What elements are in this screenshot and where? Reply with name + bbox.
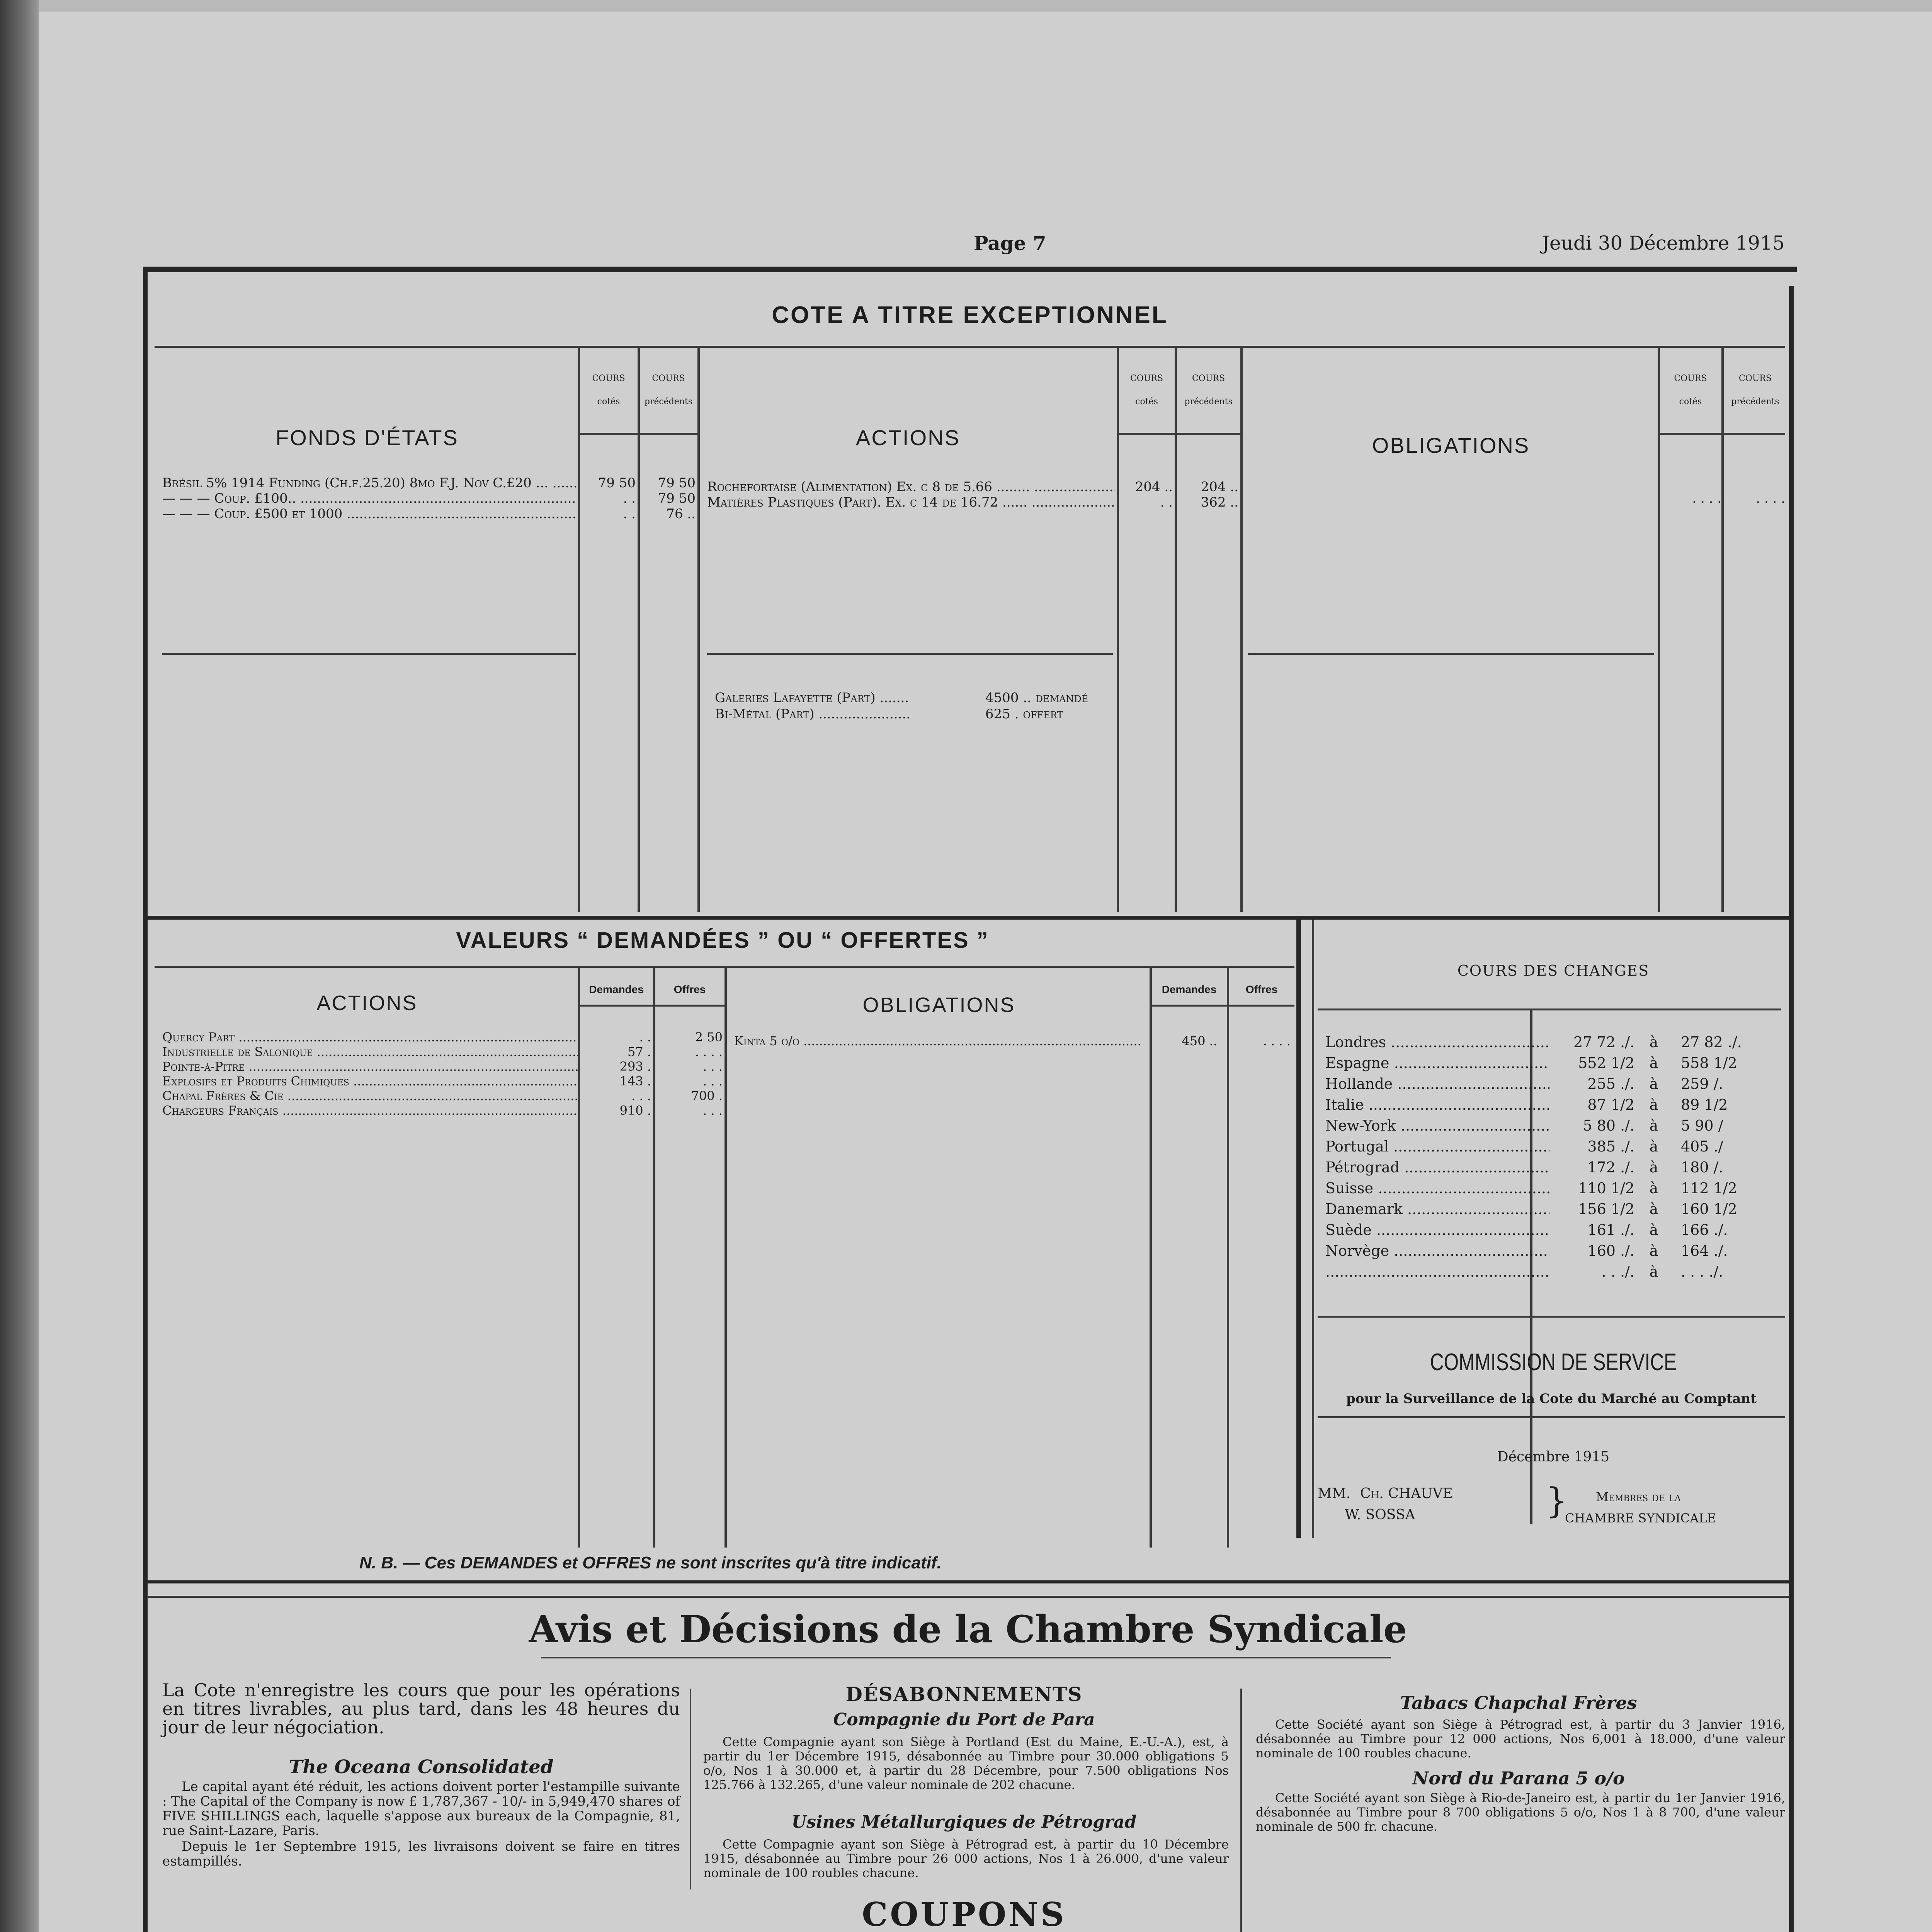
change-low: 87 1/2 [1587, 1096, 1634, 1113]
change-row [1325, 1032, 1781, 1053]
actions-heading: ACTIONS [856, 425, 960, 450]
fonds-etats-heading: FONDS D'ÉTATS [276, 425, 459, 450]
avis-title: Avis et Décisions de la Chambre Syndicale [529, 1607, 1407, 1651]
change-row [1325, 1053, 1781, 1073]
cote-extra-row [715, 706, 1117, 722]
left-frame-rule [143, 267, 148, 1932]
cote-obligations-list [1662, 491, 1785, 506]
fonds-cours-cotes-header: COURS cotés [592, 374, 625, 406]
fonds-etats-list [162, 475, 696, 522]
change-high: 27 82 ./. [1681, 1034, 1742, 1051]
fonds-row [162, 475, 696, 491]
valeurs-action-row-o: . . . [703, 1074, 723, 1088]
valeurs-action-row-label: Pointe-à-Pitre ..... [162, 1059, 578, 1074]
fonds-col-rule-2 [638, 348, 640, 912]
valeurs-action-row-o: 2 50 [695, 1030, 723, 1044]
valeurs-action-row-label: Explosifs et Produits Chimiques ..... [162, 1074, 578, 1088]
change-high: 160 1/2 [1681, 1201, 1737, 1218]
fonds-col-rule-3 [697, 348, 700, 912]
commission-rule [1318, 1416, 1785, 1418]
valeurs-oblig-row [734, 1034, 1291, 1048]
fonds-row-v1: . . [623, 491, 636, 506]
commission-role-1: Membres de la [1596, 1490, 1681, 1504]
change-a: à [1649, 1201, 1658, 1218]
change-a: à [1649, 1242, 1658, 1259]
changes-list [1325, 1032, 1781, 1282]
valeurs-oblig-row-label: Kinta 5 o/o ..... [734, 1034, 1140, 1048]
valeurs-action-row-o: . . . [703, 1059, 723, 1074]
tabacs-text: Cette Société ayant son Siège à Pétrograd est, à partir du 3 Janvier 1916, désabonnée au Timbre pour 12 000 actions, Nos 6,001 à 18.000, d'une valeur nominale de 100 roubles chacune. [1256, 1717, 1785, 1760]
cote-action-row [707, 479, 1238, 495]
cote-actions-list [707, 479, 1238, 510]
valeurs-actions-heading: ACTIONS [316, 992, 418, 1015]
oceana-text-2: Depuis le 1er Septembre 1915, les livraisons doivent se faire en titres estampillés. [162, 1839, 680, 1869]
change-low: 110 1/2 [1578, 1180, 1634, 1197]
book-spine [0, 0, 39, 1932]
cote-extra-value: 625 . offert [985, 706, 1063, 722]
change-row [1325, 1199, 1781, 1219]
obligations-heading: OBLIGATIONS [1372, 433, 1530, 457]
change-low: 156 1/2 [1578, 1201, 1634, 1218]
commission-subtitle: pour la Surveillance de la Cote du Marché au Comptant [1346, 1391, 1757, 1406]
change-place: Suisse ..... [1325, 1178, 1549, 1199]
fonds-row-v2: 79 50 [658, 491, 696, 506]
actions-col-rule-1 [1117, 348, 1119, 912]
cote-oblig-row [1662, 491, 1785, 506]
valeurs-action-row-d: 293 . [619, 1059, 651, 1074]
change-low: 172 ./. [1587, 1159, 1634, 1176]
cote-oblig-v2: . . . . [1756, 491, 1785, 506]
valeurs-action-row [162, 1074, 723, 1088]
fonds-row [162, 491, 696, 506]
changes-rule-left [1318, 1009, 1542, 1010]
changes-rule-right [1542, 1009, 1781, 1010]
valeurs-demandes-header: Demandes [589, 983, 644, 995]
change-place: Portugal ..... [1325, 1136, 1549, 1157]
valeurs-action-row-o: 700 . [691, 1088, 723, 1103]
actions-sub-rule [1117, 433, 1242, 435]
change-a: à [1649, 1034, 1658, 1051]
cote-action-row-label: Matières Plastiques (Part). Ex. c 14 de 16.72 ...... ..... [707, 495, 1115, 510]
valeurs-top-rule [147, 916, 1789, 920]
change-low: 161 ./. [1587, 1221, 1634, 1238]
oceana-text: Le capital ayant été réduit, les actions doivent porter l'estampille suivante : The Capital of the Company is now £ 1,787,367 - 10/- in 5,949,470 shares of FIVE SHILLINGS each, laquelle s'appose aux bureaux de la Compagnie, 81, rue Saint-Lazare, Paris. [162, 1779, 680, 1838]
fonds-row-v2: 79 50 [658, 475, 696, 491]
change-row [1325, 1115, 1781, 1136]
change-row [1325, 1219, 1781, 1240]
change-row [1325, 1094, 1781, 1115]
change-a: à [1649, 1180, 1658, 1197]
change-high: . . . ./. [1681, 1263, 1723, 1280]
valeurs-actions-list [162, 1030, 723, 1118]
cote-action-row-v1: 204 .. [1135, 479, 1173, 495]
valeurs-obligations-list [734, 1034, 1291, 1048]
commission-mm: MM. [1318, 1486, 1351, 1502]
valeurs-col-rule-5 [1227, 968, 1229, 1548]
change-low: 5 80 ./. [1583, 1117, 1634, 1134]
change-row [1325, 1240, 1781, 1261]
para-text: Cette Compagnie ayant son Siège à Portland (Est du Maine, E.-U.-A.), est, à partir du 1er Décembre 1915, désabonnée au Timbre pour 30.000 obligations 5 o/o, Nos 1 à 30.000 et, à partir du 28 Décembre, pour 7.500 obligations Nos 125.766 à 132.265, d'une valeur nominale de 202 chacune. [703, 1735, 1229, 1792]
valeurs-col-rule-4 [1150, 968, 1152, 1548]
commission-member-1: Ch. CHAUVE [1360, 1486, 1453, 1502]
valeurs-action-row-label: Industrielle de Salonique ..... [162, 1044, 578, 1059]
valeurs-note: N. B. — Ces DEMANDES et OFFRES ne sont inscrites qu'à titre indicatif. [359, 1553, 942, 1572]
issue-date: Jeudi 30 Décembre 1915 [1542, 232, 1785, 254]
tabacs-title: Tabacs Chapchal Frères [1400, 1692, 1637, 1713]
change-place: Espagne ..... [1325, 1053, 1549, 1073]
avis-col-rule-1 [690, 1689, 691, 1889]
change-low: 27 72 ./. [1573, 1034, 1634, 1051]
fonds-cours-precedents-header: COURS précédents [644, 374, 693, 406]
valeurs-offres-header: Offres [673, 983, 706, 995]
fonds-col-rule-1 [578, 348, 580, 912]
change-row [1325, 1261, 1781, 1282]
page-number: Page 7 [974, 232, 1046, 255]
valeurs-action-row-label: Chargeurs Français ..... [162, 1103, 578, 1118]
changes-divider [1296, 920, 1301, 1538]
actions-col-rule-3 [1240, 348, 1243, 912]
valeurs-title: VALEURS “ DEMANDÉES ” OU “ OFFERTES ” [456, 928, 989, 953]
avis-top-rule [147, 1580, 1789, 1583]
avis-intro: La Cote n'enregistre les cours que pour les opérations en titres livrables, au plus tard, dans les 48 heures du jour de leur négociation. [162, 1680, 680, 1738]
oblig-section-rule [1248, 653, 1654, 655]
valeurs-actions-sub-rule [578, 1005, 726, 1007]
para-title: Compagnie du Port de Para [833, 1710, 1095, 1730]
fonds-row-label: — — — Coup. £500 et 1000 ..... [162, 506, 576, 522]
cote-action-row [707, 495, 1238, 510]
change-high: 558 1/2 [1681, 1054, 1737, 1071]
valeurs-oblig-row-o: . . . . [1263, 1034, 1291, 1048]
cote-action-row-v2: 204 .. [1201, 479, 1238, 495]
change-row [1325, 1178, 1781, 1199]
change-high: 164 ./. [1681, 1242, 1728, 1259]
fonds-row-label: Brésil 5% 1914 Funding (Ch.f.25.20) 8mo F.J. Nov C.£20 ... ..... [162, 475, 576, 491]
change-place: Suède ..... [1325, 1219, 1549, 1240]
fonds-row-label: — — — Coup. £100.. ..... [162, 491, 576, 506]
avis-title-underline [541, 1657, 1391, 1658]
valeurs-col-rule-3 [724, 968, 727, 1548]
valeurs-oblig-offres-header: Offres [1245, 983, 1278, 995]
coupons-title: COUPONS [862, 1895, 1066, 1932]
change-high: 112 1/2 [1681, 1180, 1737, 1197]
change-place: Londres ..... [1325, 1032, 1549, 1053]
cote-extra-row [715, 690, 1117, 706]
valeurs-action-row-label: Quercy Part ..... [162, 1030, 578, 1044]
avis-top-rule-2 [147, 1596, 1789, 1598]
change-a: à [1649, 1221, 1658, 1238]
valeurs-action-row-o: . . . . [695, 1044, 723, 1059]
change-low: 160 ./. [1587, 1242, 1634, 1259]
change-high: 180 /. [1681, 1159, 1723, 1176]
cote-action-row-v1: . . [1160, 495, 1173, 510]
change-low: 385 ./. [1587, 1138, 1634, 1155]
change-high: 259 /. [1681, 1075, 1723, 1092]
change-a: à [1649, 1054, 1658, 1071]
cote-extra-value: 4500 .. demandé [985, 690, 1088, 706]
cote-action-row-v2: 362 .. [1201, 495, 1238, 510]
oblig-col-rule-1 [1658, 348, 1660, 912]
change-place: Hollande ..... [1325, 1073, 1549, 1094]
change-a: à [1649, 1075, 1658, 1092]
change-place [1325, 1261, 1549, 1282]
change-high: 5 90 / [1681, 1117, 1723, 1134]
valeurs-action-row [162, 1030, 723, 1044]
cote-extra-label: Galeries Lafayette (Part) ....... [715, 690, 909, 706]
oblig-col-rule-2 [1721, 348, 1724, 912]
valeurs-oblig-demandes-header: Demandes [1162, 983, 1217, 995]
valeurs-action-row [162, 1088, 723, 1103]
oblig-cours-cotes-header: COURS cotés [1674, 374, 1707, 406]
change-a: à [1649, 1138, 1658, 1155]
nord-parana-title: Nord du Parana 5 o/o [1412, 1768, 1625, 1789]
change-row [1325, 1073, 1781, 1094]
usines-text: Cette Compagnie ayant son Siège à Pétrograd est, à partir du 10 Décembre 1915, désabonnée au Timbre pour 26 000 actions, Nos 1 à 26.000, d'une valeur nominale de 100 roubles chacune. [703, 1837, 1229, 1880]
fonds-sub-rule [578, 433, 697, 435]
valeurs-action-row [162, 1103, 723, 1118]
change-place: New-York ..... [1325, 1115, 1549, 1136]
cote-action-row-label: Rochefortaise (Alimentation) Ex. c 8 de 5.66 ........ ..... [707, 479, 1115, 495]
change-place: Pétrograd ..... [1325, 1157, 1549, 1178]
right-frame-rule [1789, 286, 1794, 1932]
change-place: Danemark ..... [1325, 1199, 1549, 1219]
valeurs-action-row [162, 1044, 723, 1059]
avis-col-rule-2 [1240, 1689, 1242, 1932]
cote-title-rule [155, 346, 1785, 348]
fonds-row-v1: 79 50 [598, 475, 636, 491]
cote-oblig-v1: . . . . [1692, 491, 1721, 506]
actions-cours-cotes-header: COURS cotés [1130, 374, 1163, 406]
oblig-cours-precedents-header: COURS précédents [1731, 374, 1779, 406]
oblig-sub-rule [1658, 433, 1785, 435]
change-low: . . ./. [1601, 1263, 1634, 1280]
change-a: à [1649, 1159, 1658, 1176]
valeurs-action-row-d: 143 . [619, 1074, 651, 1088]
oceana-title: The Oceana Consolidated [289, 1756, 554, 1778]
changes-bottom-rule [1318, 1316, 1785, 1318]
cote-extra-label: Bi-Métal (Part) ...................... [715, 706, 911, 722]
change-low: 255 ./. [1587, 1075, 1634, 1092]
actions-cours-precedents-header: COURS précédents [1184, 374, 1233, 406]
commission-member-2: W. SOSSA [1345, 1507, 1415, 1523]
change-high: 405 ./ [1681, 1138, 1723, 1155]
valeurs-action-row-d: 910 . [619, 1103, 651, 1118]
valeurs-obligations-heading: OBLIGATIONS [862, 993, 1015, 1017]
commission-month: Décembre 1915 [1497, 1449, 1610, 1465]
top-rule [143, 267, 1797, 272]
cote-exceptionnel-title: COTE A TITRE EXCEPTIONNEL [772, 302, 1168, 328]
change-row [1325, 1157, 1781, 1178]
change-a: à [1649, 1117, 1658, 1134]
change-place: Italie ..... [1325, 1094, 1549, 1115]
cote-actions-extra-list [715, 690, 1117, 722]
change-place: Norvège ..... [1325, 1240, 1549, 1261]
nord-parana-text: Cette Société ayant son Siège à Rio-de-Janeiro est, à partir du 1er Janvier 1916, désabonnée au Timbre pour 8 700 obligations 5 o/o, Nos 1 à 8 700, d'une valeur nominale de 500 fr. chacune. [1256, 1791, 1785, 1834]
commission-role-2: CHAMBRE SYNDICALE [1565, 1511, 1716, 1526]
changes-title: COURS DES CHANGES [1457, 962, 1650, 979]
valeurs-oblig-sub-rule [1150, 1005, 1294, 1007]
fonds-row-v2: 76 .. [666, 506, 696, 522]
fonds-section-rule [162, 653, 576, 655]
valeurs-action-row-d: . . [639, 1030, 651, 1044]
usines-title: Usines Métallurgiques de Pétrograd [791, 1812, 1137, 1832]
actions-section-rule [707, 653, 1113, 655]
valeurs-action-row-d: . . . [631, 1088, 651, 1103]
change-low: 552 1/2 [1578, 1054, 1634, 1071]
valeurs-action-row-label: Chapal Frères & Cie ..... [162, 1088, 578, 1103]
commission-brace: } [1546, 1481, 1568, 1521]
change-a: à [1649, 1263, 1658, 1280]
actions-col-rule-2 [1175, 348, 1177, 912]
valeurs-action-row-d: 57 . [627, 1044, 651, 1059]
changes-divider-inner [1312, 920, 1314, 1538]
change-a: à [1649, 1096, 1658, 1113]
valeurs-action-row [162, 1059, 723, 1074]
fonds-row-v1: . . [623, 506, 636, 522]
change-high: 166 ./. [1681, 1221, 1728, 1238]
change-row [1325, 1136, 1781, 1157]
valeurs-action-row-o: . . . [703, 1103, 723, 1118]
change-high: 89 1/2 [1681, 1096, 1728, 1113]
desabonnements-title: DÉSABONNEMENTS [845, 1683, 1083, 1706]
fonds-row [162, 506, 696, 522]
commission-title: COMMISSION DE SERVICE [1430, 1349, 1677, 1376]
valeurs-oblig-row-d: 450 .. [1182, 1034, 1217, 1048]
